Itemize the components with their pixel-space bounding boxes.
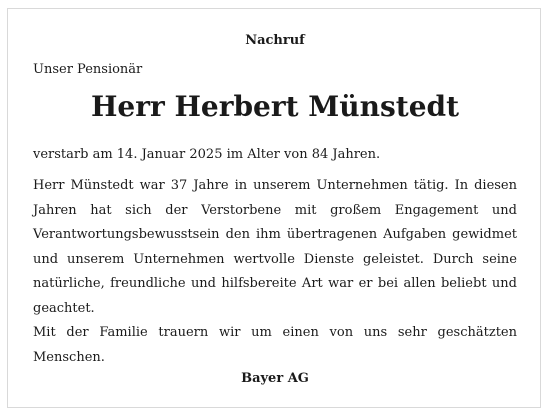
company-signature: Bayer AG [241,371,309,386]
deceased-name: Herr Herbert Münstedt [90,90,460,123]
mourning-paragraph: Mit der Familie trauern wir um einen von uns sehr geschätzten Menschen. [33,325,517,365]
notice-subtitle: Unser Pensionär [33,62,143,77]
death-date-paragraph: verstarb am 14. Januar 2025 im Alter von 84 Jahren. [33,147,381,162]
notice-heading: Nachruf [245,33,305,48]
tribute-paragraph: Herr Münstedt war 37 Jahre in unserem Unternehmen tätig. In diesen Jahren hat sich der Verstorbene mit großem Engagement und Verantwortungsbewusstsein den ihm übertragenen Aufgaben gewidmet und unserem Unternehmen wertvolle Dienste geleistet. Durch seine natürliche, freundliche und hilfsbereite Art war er bei allen beliebt und geachtet. [33,178,517,316]
